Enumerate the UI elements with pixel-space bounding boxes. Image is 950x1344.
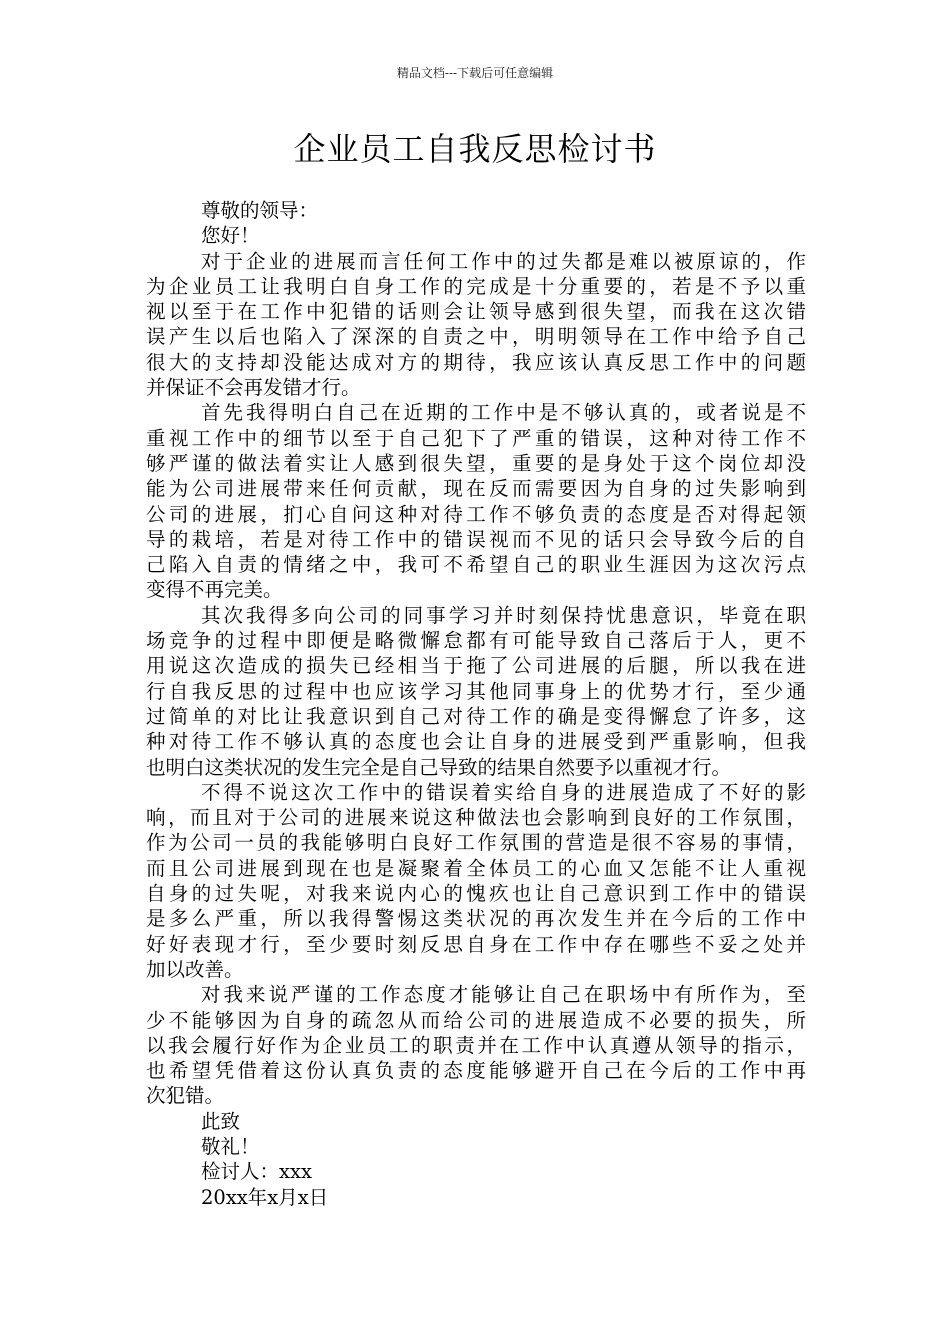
closing: 此致 (201, 1109, 241, 1133)
signer: 检讨人：xxx (201, 1160, 312, 1184)
paragraph-line: 少不能够因为自身的疏忽从而给公司的进展造成不必要的损失，所 (146, 1008, 806, 1032)
body-paragraphs (146, 249, 806, 1109)
paragraph-line: 变得不再完美。 (146, 578, 283, 602)
paragraph-line: 而且公司进展到现在也是凝聚着全体员工的心血又怎能不让人重视 (146, 856, 806, 880)
paragraph-line: 是多么严重，所以我得警惕这类状况的再次发生并在今后的工作中 (146, 907, 806, 931)
paragraph (146, 982, 806, 1108)
hello: 您好！ (201, 224, 260, 248)
paragraph (146, 780, 806, 982)
paragraph-line: 响，而且对于公司的进展来说这种做法也会影响到良好的工作氛围， (146, 806, 806, 830)
paragraph-line: 自身的过失呢，对我来说内心的愧疚也让自己意识到工作中的错误 (146, 882, 806, 906)
paragraph-line: 也希望凭借着这份认真负责的态度能够避开自己在今后的工作中再 (146, 1059, 806, 1083)
paragraph-line: 次犯错。 (146, 1084, 225, 1108)
date: 20xx年x月x日 (201, 1185, 329, 1209)
paragraph-line: 能为公司进展带来任何贡献，现在反而需要因为自身的过失影响到 (146, 477, 806, 501)
paragraph-line: 用说这次造成的损失已经相当于拖了公司进展的后腿，所以我在进 (146, 654, 806, 678)
paragraph-line: 行自我反思的过程中也应该学习其他同事身上的优势才行，至少通 (146, 679, 806, 703)
paragraph-line: 加以改善。 (146, 957, 244, 981)
paragraph-line: 种对待工作不够认真的态度也会让自身的进展受到严重影响，但我 (146, 730, 806, 754)
paragraph-line: 误产生以后也陷入了深深的自责之中，明明领导在工作中给予自己 (146, 325, 806, 349)
paragraph-line: 过简单的对比让我意识到自己对待工作的确是变得懈怠了许多，这 (146, 704, 806, 728)
paragraph-line: 好好表现才行，至少要时刻反思自身在工作中存在哪些不妥之处并 (146, 932, 806, 956)
document-body (146, 198, 806, 1210)
paragraph (146, 603, 806, 780)
paragraph-line: 场竞争的过程中即便是略微懈怠都有可能导致自己落后于人，更不 (146, 629, 806, 653)
paragraph-line: 己陷入自责的情绪之中，我可不希望自己的职业生涯因为这次污点 (146, 553, 806, 577)
paragraph-line: 对我来说严谨的工作态度才能够让自己在职场中有所作为，至 (201, 983, 806, 1007)
greeting: 尊敬的领导： (201, 199, 319, 222)
paragraph-line: 重视工作中的细节以至于自己犯下了严重的错误，这种对待工作不 (146, 426, 806, 450)
paragraph-line: 并保证不会再发错才行。 (146, 376, 361, 400)
paragraph-line: 为企业员工让我明白自身工作的完成是十分重要的，若是不予以重 (146, 274, 806, 298)
paragraph-line: 不得不说这次工作中的错误着实给自身的进展造成了不好的影 (201, 780, 806, 804)
paragraph-line: 很大的支持却没能达成对方的期待，我应该认真反思工作中的问题 (146, 350, 806, 374)
paragraph-line: 其次我得多向公司的同事学习并时刻保持忧患意识，毕竟在职 (201, 603, 806, 627)
paragraph-line: 够严谨的做法着实让人感到很失望，重要的是身处于这个岗位却没 (146, 451, 806, 475)
salute: 敬礼！ (201, 1134, 260, 1158)
paragraph-line: 也明白这类状况的发生完全是自己导致的结果自然要予以重视才行。 (146, 755, 732, 779)
paragraph-line: 导的栽培，若是对待工作中的错误视而不见的话只会导致今后的自 (146, 527, 806, 551)
paragraph-line: 作为公司一员的我能够明白良好工作氛围的营造是很不容易的事情， (146, 831, 806, 855)
paragraph-line: 视以至于在工作中犯错的话则会让领导感到很失望，而我在这次错 (146, 300, 806, 324)
paragraph-line: 公司的进展，扪心自问这种对待工作不够负责的态度是否对得起领 (146, 502, 806, 526)
paragraph (146, 249, 806, 401)
paragraph-line: 首先我得明白自己在近期的工作中是不够认真的，或者说是不 (201, 401, 806, 425)
document-title: 企业员工自我反思检讨书 (293, 130, 657, 168)
paragraph-line: 对于企业的进展而言任何工作中的过失都是难以被原谅的，作 (201, 249, 806, 273)
page-header: 精品文档---下载后可任意编辑 (396, 66, 554, 80)
paragraph-line: 以我会履行好作为企业员工的职责并在工作中认真遵从领导的指示， (146, 1033, 806, 1057)
paragraph (146, 400, 806, 602)
